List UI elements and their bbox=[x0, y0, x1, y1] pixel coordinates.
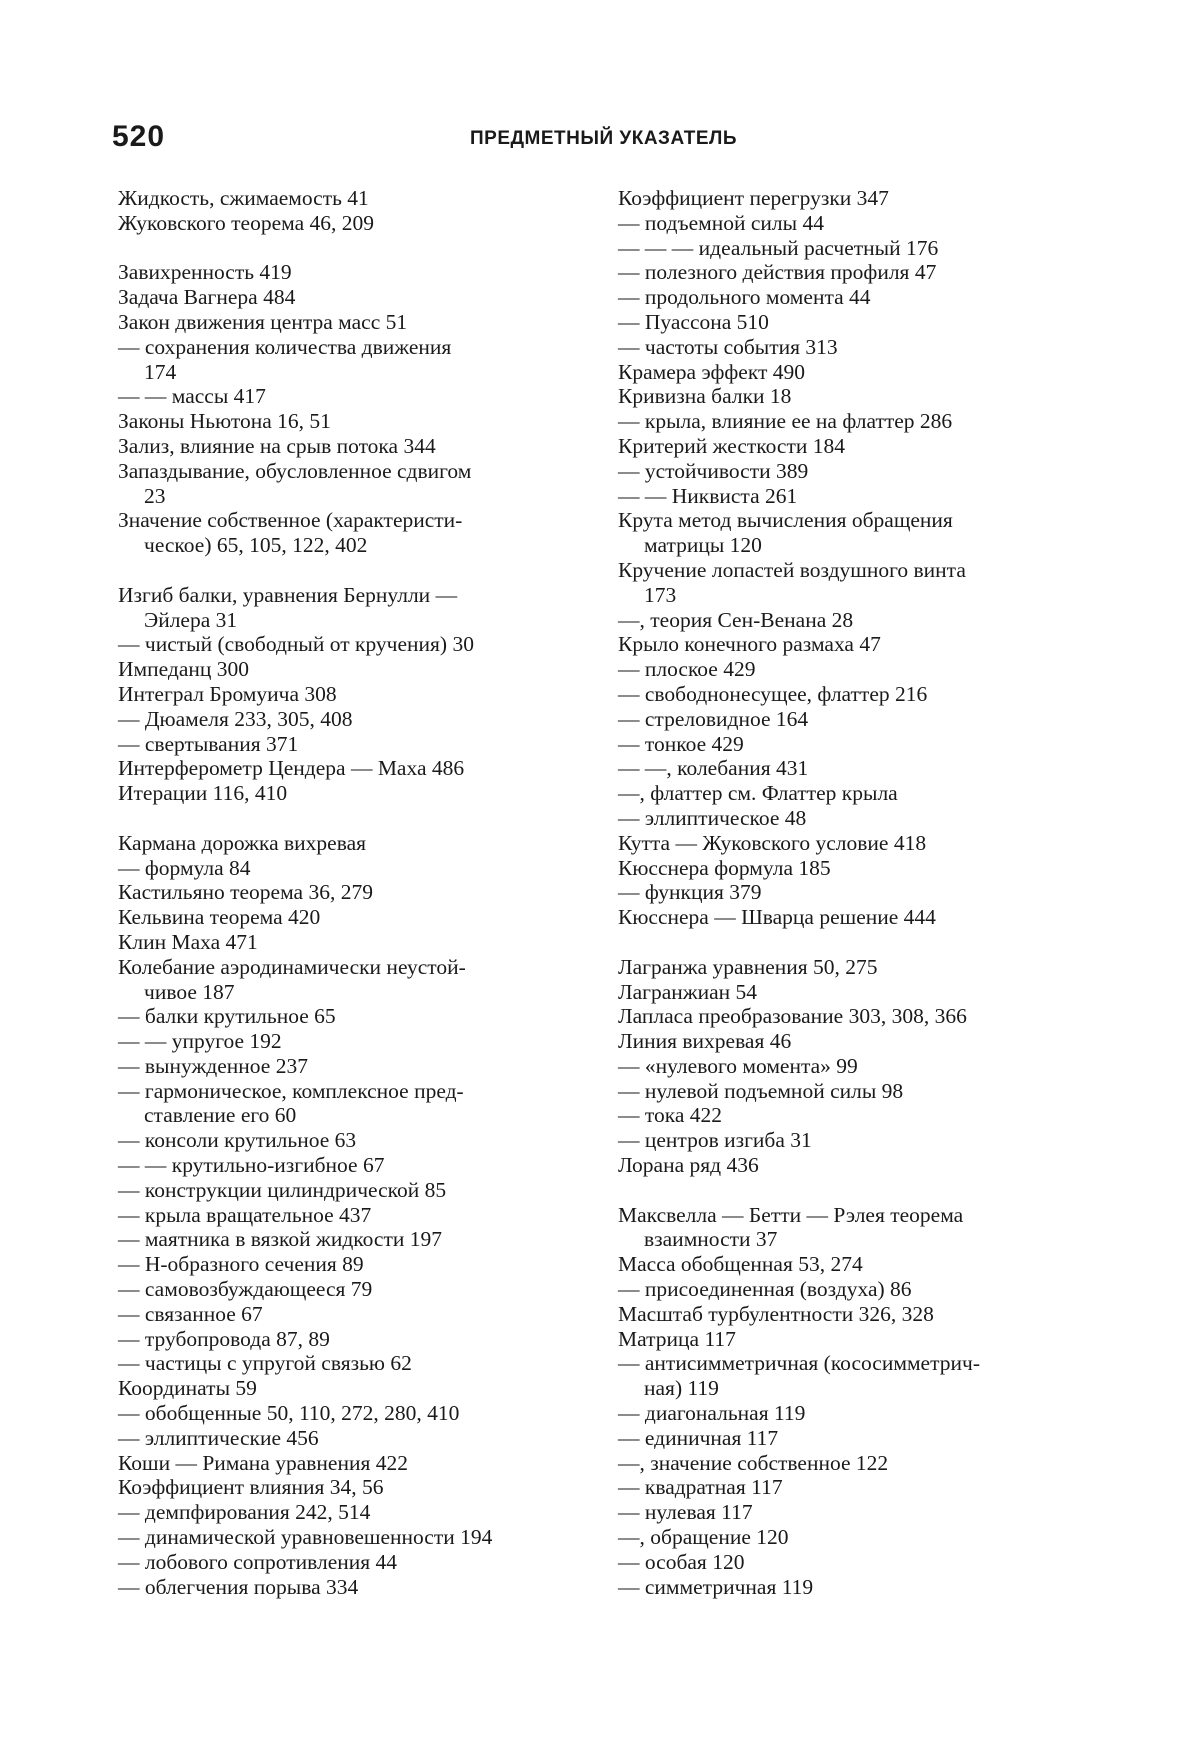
index-entry: — сохранения количества движения bbox=[118, 334, 452, 359]
index-entry: — «нулевого момента» 99 bbox=[618, 1053, 858, 1078]
index-entry: — функция 379 bbox=[618, 880, 762, 905]
index-entry: Кастильяно теорема 36, 279 bbox=[118, 880, 373, 905]
index-entry: — — крутильно-изгибное 67 bbox=[118, 1153, 385, 1178]
index-entry: — — массы 417 bbox=[118, 384, 266, 409]
index-entry: — нулевой подъемной силы 98 bbox=[618, 1078, 904, 1103]
index-entry: Кюсснера формула 185 bbox=[618, 855, 831, 880]
section-gap bbox=[118, 236, 580, 261]
index-entry: Значение собственное (характеристи- bbox=[118, 508, 463, 533]
index-entry: — тока 422 bbox=[618, 1103, 723, 1128]
index-entry: Изгиб балки, уравнения Бернулли — bbox=[118, 582, 458, 607]
index-entry: Завихренность 419 bbox=[118, 260, 292, 285]
index-entry: Лорана ряд 436 bbox=[618, 1153, 759, 1178]
index-entry-continuation: Эйлера 31 bbox=[144, 607, 238, 632]
index-entry: — полезного действия профиля 47 bbox=[618, 260, 937, 285]
index-entry-continuation: 23 bbox=[144, 483, 166, 508]
index-entry: — облегчения порыва 334 bbox=[118, 1574, 359, 1599]
index-entry: — — упругое 192 bbox=[118, 1029, 282, 1054]
index-entry: — маятника в вязкой жидкости 197 bbox=[118, 1227, 442, 1252]
index-entry: Масса обобщенная 53, 274 bbox=[618, 1252, 863, 1277]
index-entry: Критерий жесткости 184 bbox=[618, 433, 845, 458]
index-entry: — антисимметричная (кососимметрич- bbox=[618, 1351, 980, 1376]
index-entry: Кутта — Жуковского условие 418 bbox=[618, 830, 927, 855]
index-entry: — вынужденное 237 bbox=[118, 1053, 308, 1078]
index-entry: — свертывания 371 bbox=[118, 731, 299, 756]
index-entry: Масштаб турбулентности 326, 328 bbox=[618, 1301, 934, 1326]
index-entry: — симметричная 119 bbox=[618, 1574, 814, 1599]
index-entry: — единичная 117 bbox=[618, 1425, 779, 1450]
index-entry: — эллиптическое 48 bbox=[618, 805, 807, 830]
section-gap bbox=[618, 1178, 1080, 1203]
index-entry-continuation: матрицы 120 bbox=[644, 533, 762, 558]
index-entry: — Пуассона 510 bbox=[618, 309, 769, 334]
index-entry: — нулевая 117 bbox=[618, 1500, 753, 1525]
index-entry: Координаты 59 bbox=[118, 1376, 257, 1401]
index-entry: — чистый (свободный от кручения) 30 bbox=[118, 632, 474, 657]
index-entry: — частицы с упругой связью 62 bbox=[118, 1351, 412, 1376]
index-entry: — стреловидное 164 bbox=[618, 706, 809, 731]
index-entry: — крыла вращательное 437 bbox=[118, 1202, 372, 1227]
index-entry: — консоли крутильное 63 bbox=[118, 1128, 357, 1153]
index-entry: Крыло конечного размаха 47 bbox=[618, 632, 881, 657]
index-entry: — — — идеальный расчетный 176 bbox=[618, 235, 939, 260]
section-gap bbox=[118, 558, 580, 583]
index-entry: — — Никвиста 261 bbox=[618, 483, 798, 508]
index-entry: —, значение собственное 122 bbox=[618, 1450, 889, 1475]
index-column-right bbox=[618, 186, 1080, 1599]
index-entry: — обобщенные 50, 110, 272, 280, 410 bbox=[118, 1401, 460, 1426]
index-entry: — тонкое 429 bbox=[618, 731, 744, 756]
index-entry: Клин Маха 471 bbox=[118, 929, 258, 954]
index-entry: — гармоническое, комплексное пред- bbox=[118, 1078, 464, 1103]
index-entry: — Дюамеля 233, 305, 408 bbox=[118, 706, 353, 731]
index-entry-continuation: взаимности 37 bbox=[644, 1227, 778, 1252]
index-entry: — эллиптические 456 bbox=[118, 1425, 319, 1450]
index-entry: Коши — Римана уравнения 422 bbox=[118, 1450, 408, 1475]
index-entry: —, флаттер см. Флаттер крыла bbox=[618, 781, 898, 806]
index-entry: — лобового сопротивления 44 bbox=[118, 1549, 398, 1574]
index-entry: Максвелла — Бетти — Рэлея теорема bbox=[618, 1202, 964, 1227]
index-entry: — формула 84 bbox=[118, 855, 251, 880]
index-entry: Лагранжиан 54 bbox=[618, 979, 758, 1004]
index-entry: — присоединенная (воздуха) 86 bbox=[618, 1277, 912, 1302]
index-entry: — плоское 429 bbox=[618, 657, 756, 682]
index-entry: — подъемной силы 44 bbox=[618, 210, 824, 235]
index-entry: — балки крутильное 65 bbox=[118, 1004, 336, 1029]
index-entry-continuation: ставление его 60 bbox=[144, 1103, 297, 1128]
index-entry: Кармана дорожка вихревая bbox=[118, 830, 366, 855]
index-entry: — самовозбуждающееся 79 bbox=[118, 1277, 373, 1302]
index-entry: Итерации 116, 410 bbox=[118, 781, 288, 806]
index-entry: Импеданц 300 bbox=[118, 657, 250, 682]
index-entry: — крыла, влияние ее на флаттер 286 bbox=[618, 409, 953, 434]
index-entry: Интерферометр Цендера — Маха 486 bbox=[118, 756, 465, 781]
index-entry: — квадратная 117 bbox=[618, 1475, 783, 1500]
index-entry: — особая 120 bbox=[618, 1549, 745, 1574]
index-entry: — устойчивости 389 bbox=[618, 458, 809, 483]
index-entry-continuation: 174 bbox=[144, 359, 177, 384]
index-entry: Задача Вагнера 484 bbox=[118, 285, 296, 310]
index-entry: Лагранжа уравнения 50, 275 bbox=[618, 954, 878, 979]
index-entry: —, теория Сен-Венана 28 bbox=[618, 607, 854, 632]
index-entry: — продольного момента 44 bbox=[618, 285, 871, 310]
index-entry: Линия вихревая 46 bbox=[618, 1029, 792, 1054]
index-entry-continuation: 173 bbox=[644, 582, 677, 607]
index-entry-continuation: чивое 187 bbox=[144, 979, 235, 1004]
index-entry: — конструкции цилиндрической 85 bbox=[118, 1177, 447, 1202]
index-entry: — частоты события 313 bbox=[618, 334, 838, 359]
index-entry-continuation: ная) 119 bbox=[644, 1376, 719, 1401]
index-entry: Зализ, влияние на срыв потока 344 bbox=[118, 433, 436, 458]
index-entry: Закон движения центра масс 51 bbox=[118, 309, 408, 334]
index-entry: — диагональная 119 bbox=[618, 1401, 806, 1426]
index-entry: Кручение лопастей воздушного винта bbox=[618, 557, 966, 582]
index-entry: — связанное 67 bbox=[118, 1301, 263, 1326]
index-entry-continuation: ческое) 65, 105, 122, 402 bbox=[144, 533, 368, 558]
index-entry: Крамера эффект 490 bbox=[618, 359, 806, 384]
index-entry: Запаздывание, обусловленное сдвигом bbox=[118, 458, 472, 483]
index-entry: — динамической уравновешенности 194 bbox=[118, 1525, 493, 1550]
index-entry: Жидкость, сжимаемость 41 bbox=[118, 186, 369, 210]
index-entry: Кюсснера — Шварца решение 444 bbox=[618, 905, 936, 930]
index-entry: — —, колебания 431 bbox=[618, 756, 809, 781]
page-number: 520 bbox=[112, 120, 166, 153]
index-entry: Коэффициент перегрузки 347 bbox=[618, 186, 889, 210]
index-entry: Законы Ньютона 16, 51 bbox=[118, 409, 331, 434]
index-entry: — демпфирования 242, 514 bbox=[118, 1500, 371, 1525]
index-entry: Коэффициент влияния 34, 56 bbox=[118, 1475, 384, 1500]
index-entry: — свободнонесущее, флаттер 216 bbox=[618, 681, 928, 706]
index-entry: —, обращение 120 bbox=[618, 1525, 789, 1550]
index-entry: — Н-образного сечения 89 bbox=[118, 1252, 364, 1277]
index-entry: Матрица 117 bbox=[618, 1326, 736, 1351]
index-entry: — трубопровода 87, 89 bbox=[118, 1326, 330, 1351]
index-entry: Кельвина теорема 420 bbox=[118, 905, 321, 930]
index-column-left bbox=[118, 186, 580, 1599]
index-entry: Кривизна балки 18 bbox=[618, 384, 792, 409]
index-entry: Крута метод вычисления обращения bbox=[618, 508, 953, 533]
running-title: ПРЕДМЕТНЫЙ УКАЗАТЕЛЬ bbox=[470, 128, 737, 149]
section-gap bbox=[118, 806, 580, 831]
index-entry: Жуковского теорема 46, 209 bbox=[118, 210, 375, 235]
section-gap bbox=[618, 930, 1080, 955]
index-entry: — центров изгиба 31 bbox=[618, 1128, 812, 1153]
index-entry: Лапласа преобразование 303, 308, 366 bbox=[618, 1004, 967, 1029]
index-entry: Колебание аэродинамически неустой- bbox=[118, 954, 466, 979]
index-entry: Интеграл Бромуича 308 bbox=[118, 681, 337, 706]
